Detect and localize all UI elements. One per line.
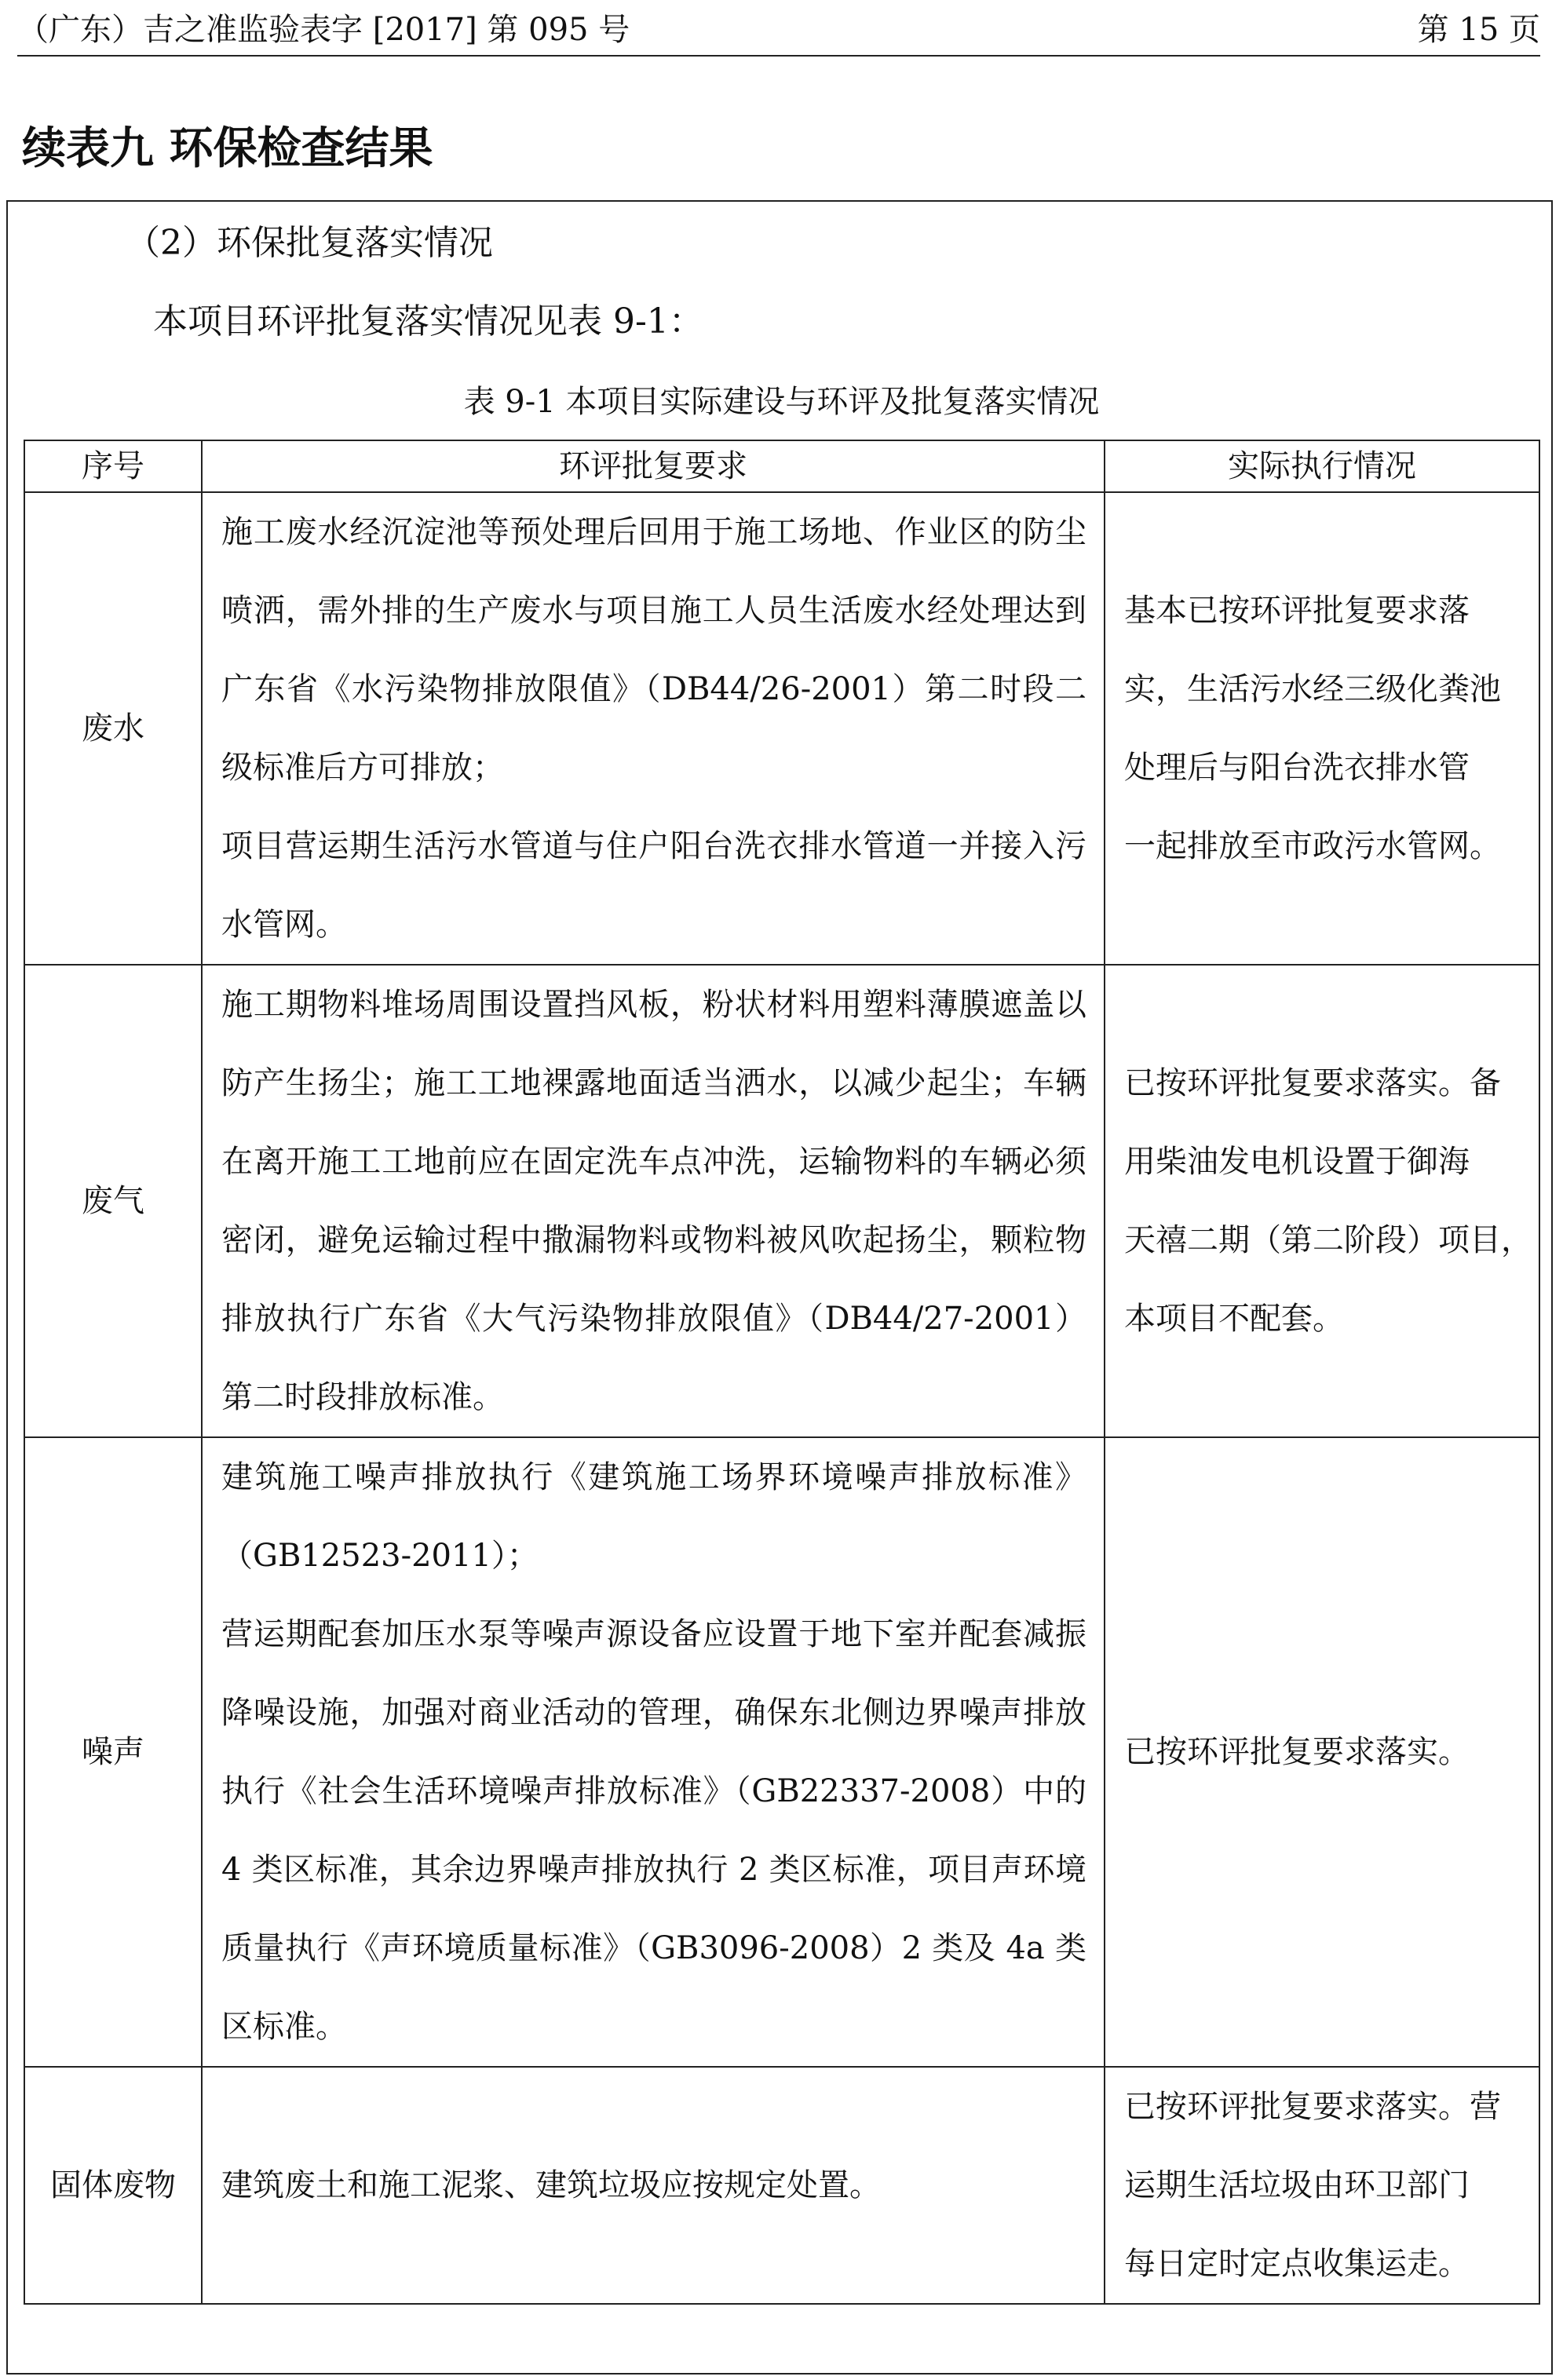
table-caption: 表 9-1 本项目实际建设与环评及批复落实情况 <box>463 384 1100 420</box>
table-row <box>24 492 1539 965</box>
header-actual: 实际执行情况 <box>1105 440 1539 492</box>
actual-line: 已按环评批复要求落实。备 <box>1124 1065 1501 1101</box>
actual-line: 已按环评批复要求落实。 <box>1124 1734 1470 1770</box>
requirement-paragraph: 施工废水经沉淀池等预处理后回用于施工场地、作业区的防尘喷洒，需外排的生产废水与项目施工人员生活废水经处理达到广东省《水污染物排放限值》（DB44/26-2001）第二时段二级标准后方可排放； <box>221 514 1086 786</box>
row-actual <box>1105 2067 1539 2304</box>
intro-paragraph: 本项目环评批复落实情况见表 9-1： <box>153 301 703 341</box>
page-number: 第 15 页 <box>1417 12 1540 48</box>
table-row <box>24 2067 1539 2304</box>
actual-line: 实，生活污水经三级化粪池 <box>1124 671 1501 707</box>
row-category: 废水 <box>24 492 202 965</box>
page-header <box>17 8 1540 57</box>
row-actual <box>1105 1437 1539 2067</box>
row-actual <box>1105 965 1539 1437</box>
header-requirement: 环评批复要求 <box>202 440 1105 492</box>
actual-line: 基本已按环评批复要求落 <box>1124 593 1470 629</box>
actual-line: 一起排放至市政污水管网。 <box>1124 828 1501 864</box>
row-requirement <box>202 965 1105 1437</box>
actual-line: 每日定时定点收集运走。 <box>1124 2246 1470 2282</box>
actual-line: 已按环评批复要求落实。营 <box>1124 2089 1501 2125</box>
requirement-paragraph: 施工期物料堆场周围设置挡风板，粉状材料用塑料薄膜遮盖以防产生扬尘；施工工地裸露地面适当洒水，以减少起尘；车辆在离开施工工地前应在固定洗车点冲洗，运输物料的车辆必须密闭，避免运输过程中撒漏物料或物料被风吹起扬尘，颗粒物排放执行广东省《大气污染物排放限值》（DB44/27-2001）第二时段排放标准。 <box>221 987 1086 1415</box>
table-row <box>24 1437 1539 2067</box>
header-no: 序号 <box>24 440 202 492</box>
row-requirement <box>202 492 1105 965</box>
requirement-paragraph: 营运期配套加压水泵等噪声源设备应设置于地下室并配套减振降噪设施，加强对商业活动的管理，确保东北侧边界噪声排放执行《社会生活环境噪声排放标准》（GB22337-2008）中的 4 类区标准，其余边界噪声排放执行 2 类区标准，项目声环境质量执行《声环境质量标准》（GB3096-2008）2 类及 4a 类区标准。 <box>221 1616 1086 2045</box>
actual-line: 天禧二期（第二阶段）项目， <box>1124 1222 1532 1258</box>
table-row <box>24 965 1539 1437</box>
compliance-table <box>24 440 1540 2305</box>
row-category: 噪声 <box>24 1437 202 2067</box>
actual-line: 用柴油发电机设置于御海 <box>1124 1144 1470 1180</box>
actual-line: 本项目不配套。 <box>1124 1301 1344 1337</box>
requirement-paragraph: 建筑施工噪声排放执行《建筑施工场界环境噪声排放标准》（GB12523-2011）； <box>221 1459 1086 1574</box>
section-title: 续表九 环保检查结果 <box>22 123 433 174</box>
row-category: 废气 <box>24 965 202 1437</box>
row-category: 固体废物 <box>24 2067 202 2304</box>
requirement-paragraph: 建筑废土和施工泥浆、建筑垃圾应按规定处置。 <box>221 2167 881 2203</box>
actual-line: 处理后与阳台洗衣排水管 <box>1124 750 1470 786</box>
actual-line: 运期生活垃圾由环卫部门 <box>1124 2167 1470 2203</box>
row-actual <box>1105 492 1539 965</box>
requirement-paragraph: 项目营运期生活污水管道与住户阳台洗衣排水管道一并接入污水管网。 <box>221 828 1086 943</box>
report-number: （广东）吉之准监验表字 [2017] 第 095 号 <box>17 12 630 48</box>
row-requirement <box>202 1437 1105 2067</box>
subsection-heading: （2）环保批复落实情况 <box>126 223 493 263</box>
table-header-row <box>24 440 1539 492</box>
row-requirement <box>202 2067 1105 2304</box>
